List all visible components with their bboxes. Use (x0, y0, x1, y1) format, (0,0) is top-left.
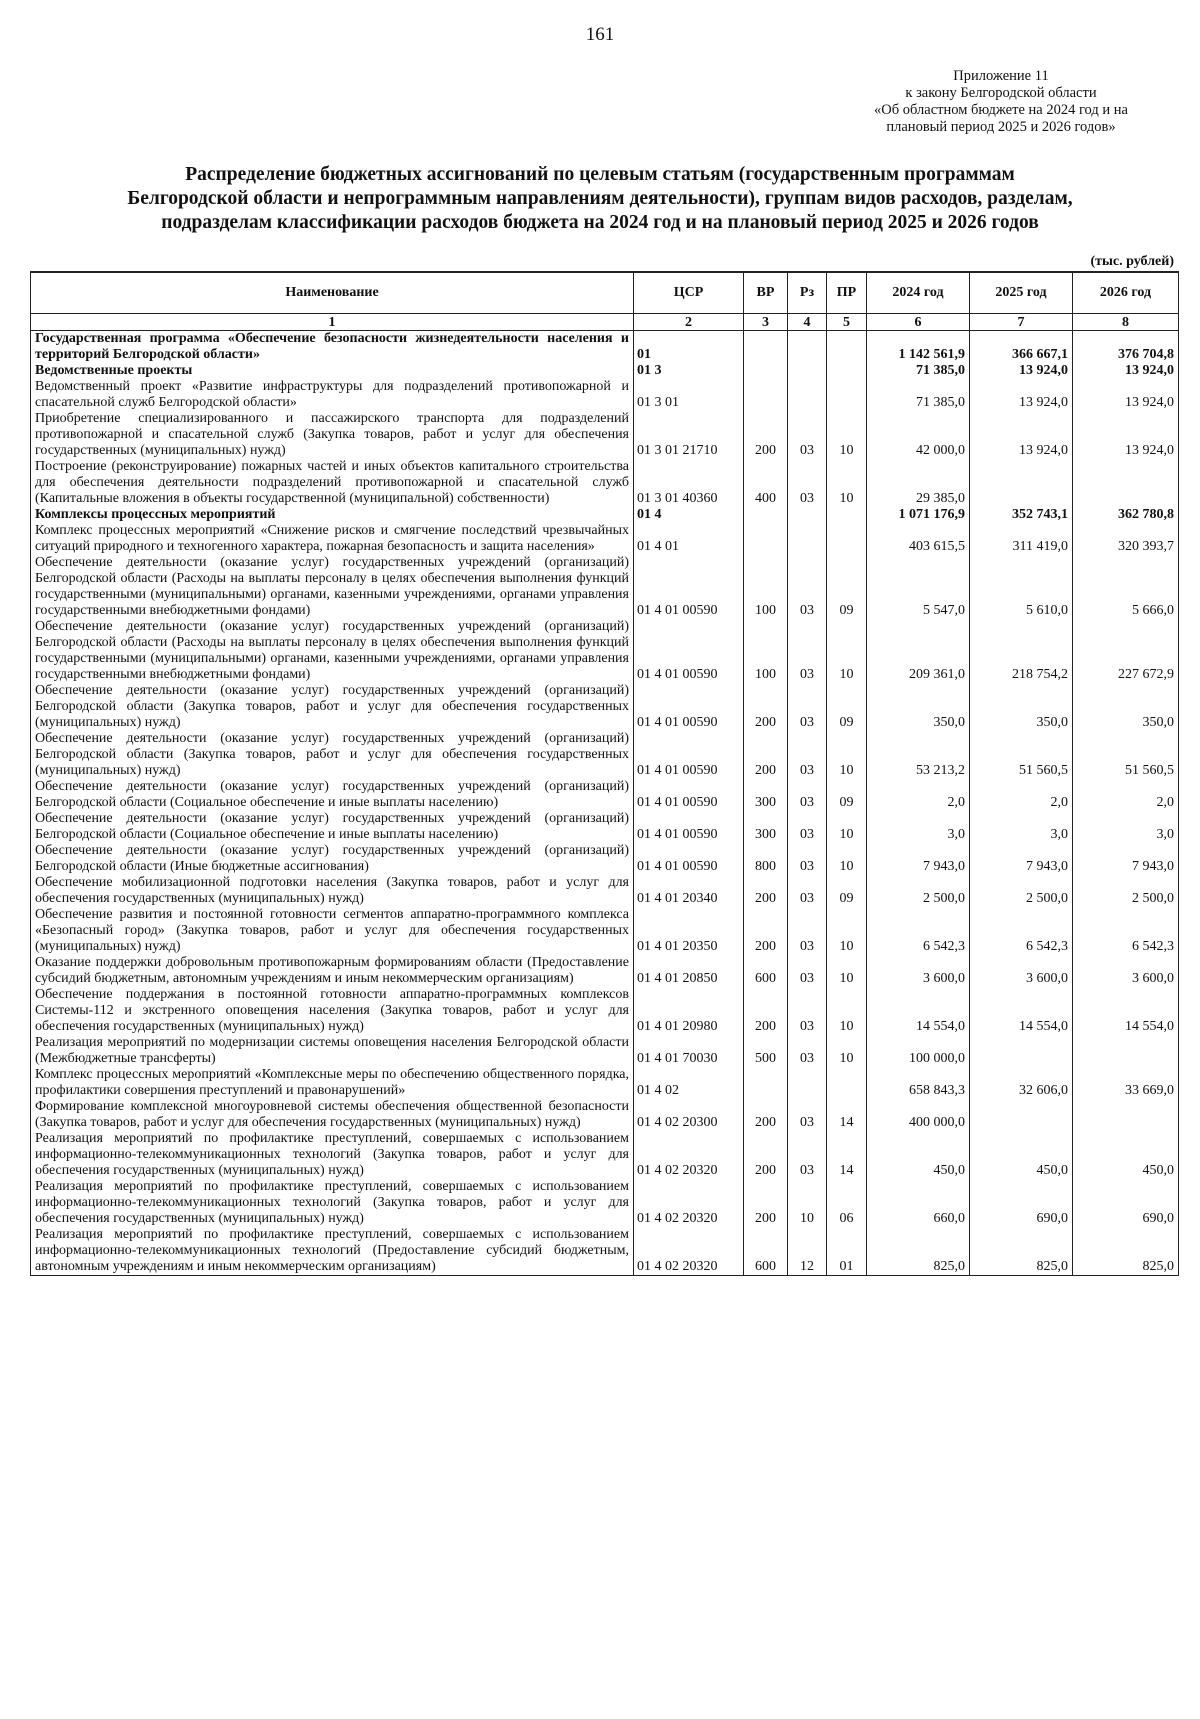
table-row (31, 1227, 1179, 1276)
cell-csr: 01 3 01 40360 (634, 459, 744, 507)
cell-name: Оказание поддержки добровольным противопожарным формированиям области (Предоставление субсидий бюджетным, автономным учреждениям и иным некоммерческим организациям) (31, 955, 634, 987)
cell-pr (827, 1067, 867, 1099)
cell-2026: 6 542,3 (1073, 907, 1179, 955)
cell-vr: 600 (744, 1227, 788, 1276)
cell-name: Построение (реконструирование) пожарных частей и иных объектов капитального строительства для обеспечения деятельности подразделений противопожарной и спасательной служб (Капитальные вложения в объекты государственной (муниципальной) собственности) (31, 459, 634, 507)
cell-rz: 03 (788, 843, 827, 875)
cell-pr: 10 (827, 459, 867, 507)
cell-2025: 218 754,2 (970, 619, 1073, 683)
cell-name: Обеспечение поддержания в постоянной готовности аппаратно-программных комплексов Системы-112 и экстренного оповещения населения (Закупка товаров, работ и услуг для обеспечения государственных (муниципальных) нужд) (31, 987, 634, 1035)
cell-2026 (1073, 1035, 1179, 1067)
cell-vr: 100 (744, 619, 788, 683)
cell-2024: 403 615,5 (867, 523, 970, 555)
cell-2025: 311 419,0 (970, 523, 1073, 555)
cell-pr: 10 (827, 987, 867, 1035)
cell-2024: 658 843,3 (867, 1067, 970, 1099)
table-row (31, 1067, 1179, 1099)
title-line: подразделам классификации расходов бюджета на 2024 год и на плановый период 2025 и 2026 годов (161, 212, 1039, 233)
cell-rz: 03 (788, 1099, 827, 1131)
cell-vr: 200 (744, 1179, 788, 1227)
cell-2026: 2 500,0 (1073, 875, 1179, 907)
cell-pr: 14 (827, 1099, 867, 1131)
cell-pr (827, 523, 867, 555)
cell-2025: 7 943,0 (970, 843, 1073, 875)
cell-pr (827, 331, 867, 364)
cell-2024: 7 943,0 (867, 843, 970, 875)
cell-pr: 10 (827, 1035, 867, 1067)
cell-vr: 600 (744, 955, 788, 987)
cell-vr (744, 379, 788, 411)
cell-csr: 01 4 01 00590 (634, 811, 744, 843)
cell-rz: 03 (788, 459, 827, 507)
cell-2025: 51 560,5 (970, 731, 1073, 779)
cell-name: Обеспечение деятельности (оказание услуг) государственных учреждений (организаций) Белгородской области (Закупка товаров, работ и услуг для обеспечения государственных (муниципальных) нужд) (31, 683, 634, 731)
cell-2026: 13 924,0 (1073, 363, 1179, 379)
cell-rz: 03 (788, 811, 827, 843)
table-body (31, 331, 1179, 1276)
cell-csr: 01 4 02 20320 (634, 1179, 744, 1227)
table-row (31, 331, 1179, 364)
cell-csr: 01 3 (634, 363, 744, 379)
cell-pr: 10 (827, 811, 867, 843)
cell-2025: 450,0 (970, 1131, 1073, 1179)
cell-2024: 71 385,0 (867, 363, 970, 379)
cell-2025: 352 743,1 (970, 507, 1073, 523)
cell-name: Формирование комплексной многоуровневой системы обеспечения общественной безопасности (Закупка товаров, работ и услуг для обеспечения государственных (муниципальных) нужд) (31, 1099, 634, 1131)
cell-vr (744, 507, 788, 523)
header-2024: 2024 год (867, 272, 970, 314)
cell-vr: 400 (744, 459, 788, 507)
cell-name: Обеспечение деятельности (оказание услуг) государственных учреждений (организаций) Белгородской области (Социальное обеспечение и иные выплаты населению) (31, 779, 634, 811)
cell-2026: 5 666,0 (1073, 555, 1179, 619)
cell-name: Комплекс процессных мероприятий «Снижение рисков и смягчение последствий чрезвычайных ситуаций природного и техногенного характера, пожарная безопасность и защита населения» (31, 523, 634, 555)
cell-2024: 100 000,0 (867, 1035, 970, 1067)
table-row (31, 363, 1179, 379)
cell-csr: 01 4 01 00590 (634, 843, 744, 875)
cell-vr (744, 1067, 788, 1099)
table-row (31, 955, 1179, 987)
cell-rz: 03 (788, 411, 827, 459)
cell-csr: 01 4 01 00590 (634, 731, 744, 779)
cell-csr: 01 4 02 20300 (634, 1099, 744, 1131)
cell-2025 (970, 459, 1073, 507)
cell-2024: 825,0 (867, 1227, 970, 1276)
cell-name: Обеспечение мобилизационной подготовки населения (Закупка товаров, работ и услуг для обеспечения государственных (муниципальных) нужд) (31, 875, 634, 907)
cell-rz (788, 1067, 827, 1099)
cell-2026: 450,0 (1073, 1131, 1179, 1179)
cell-2025: 5 610,0 (970, 555, 1073, 619)
cell-pr (827, 379, 867, 411)
title-line: Белгородской области и непрограммным направлениям деятельности), группам видов расходов, разделам, (127, 188, 1073, 209)
cell-pr: 09 (827, 683, 867, 731)
cell-2026: 51 560,5 (1073, 731, 1179, 779)
cell-pr: 10 (827, 619, 867, 683)
cell-pr: 09 (827, 779, 867, 811)
cell-pr: 10 (827, 411, 867, 459)
cell-vr (744, 363, 788, 379)
cell-2025: 350,0 (970, 683, 1073, 731)
cell-rz (788, 331, 827, 364)
cell-2026: 2,0 (1073, 779, 1179, 811)
cell-csr: 01 4 01 00590 (634, 619, 744, 683)
cell-2025: 825,0 (970, 1227, 1073, 1276)
cell-rz: 12 (788, 1227, 827, 1276)
cell-csr: 01 4 01 00590 (634, 779, 744, 811)
cell-name: Комплекс процессных мероприятий «Комплексные меры по обеспечению общественного порядка, профилактики совершения преступлений и правонарушений» (31, 1067, 634, 1099)
cell-csr: 01 4 02 20320 (634, 1227, 744, 1276)
cell-2024: 71 385,0 (867, 379, 970, 411)
cell-csr: 01 4 01 20980 (634, 987, 744, 1035)
cell-name: Ведомственный проект «Развитие инфраструктуры для подразделений противопожарной и спасательной служб Белгородской области» (31, 379, 634, 411)
cell-2024: 400 000,0 (867, 1099, 970, 1131)
cell-rz: 03 (788, 955, 827, 987)
cell-csr: 01 4 01 00590 (634, 683, 744, 731)
cell-2025 (970, 1035, 1073, 1067)
cell-2026: 362 780,8 (1073, 507, 1179, 523)
cell-vr: 200 (744, 907, 788, 955)
cell-2025: 2,0 (970, 779, 1073, 811)
column-number: 1 (31, 314, 634, 331)
cell-name: Обеспечение деятельности (оказание услуг) государственных учреждений (организаций) Белгородской области (Расходы на выплаты персоналу в целях обеспечения выполнения функций государственными (муниципальными) органами, казенными учреждениями, органами управления государственными внебюджетными фондами) (31, 555, 634, 619)
cell-vr: 300 (744, 779, 788, 811)
cell-2025: 13 924,0 (970, 411, 1073, 459)
cell-rz: 03 (788, 875, 827, 907)
header-name: Наименование (31, 272, 634, 314)
appendix-line: к закону Белгородской области (905, 85, 1097, 101)
cell-2026: 3,0 (1073, 811, 1179, 843)
cell-csr: 01 3 01 (634, 379, 744, 411)
cell-2026: 13 924,0 (1073, 379, 1179, 411)
table-row (31, 875, 1179, 907)
cell-vr (744, 523, 788, 555)
cell-2025: 6 542,3 (970, 907, 1073, 955)
cell-csr: 01 4 02 (634, 1067, 744, 1099)
cell-name: Реализация мероприятий по модернизации системы оповещения населения Белгородской области (Межбюджетные трансферты) (31, 1035, 634, 1067)
column-number: 8 (1073, 314, 1179, 331)
cell-csr: 01 4 01 20350 (634, 907, 744, 955)
column-number: 3 (744, 314, 788, 331)
cell-name: Реализация мероприятий по профилактике преступлений, совершаемых с использованием информационно-телекоммуникационных технологий (Закупка товаров, работ и услуг для обеспечения государственных (муниципальных) нужд) (31, 1131, 634, 1179)
cell-2024: 53 213,2 (867, 731, 970, 779)
cell-name: Ведомственные проекты (31, 363, 634, 379)
cell-rz (788, 363, 827, 379)
appendix-line: «Об областном бюджете на 2024 год и на (874, 102, 1128, 118)
cell-2025: 3,0 (970, 811, 1073, 843)
document-title (100, 163, 1100, 235)
cell-2025: 14 554,0 (970, 987, 1073, 1035)
cell-2024: 2 500,0 (867, 875, 970, 907)
cell-name: Государственная программа «Обеспечение безопасности жизнедеятельности населения и территорий Белгородской области» (31, 331, 634, 364)
cell-2025: 13 924,0 (970, 379, 1073, 411)
table-row (31, 379, 1179, 411)
cell-csr: 01 4 01 (634, 523, 744, 555)
cell-2026: 7 943,0 (1073, 843, 1179, 875)
cell-csr: 01 4 01 20850 (634, 955, 744, 987)
table-row (31, 507, 1179, 523)
table-row (31, 411, 1179, 459)
cell-pr: 10 (827, 843, 867, 875)
table-row (31, 459, 1179, 507)
cell-csr: 01 4 01 70030 (634, 1035, 744, 1067)
table-row (31, 523, 1179, 555)
cell-2024: 660,0 (867, 1179, 970, 1227)
cell-2024: 1 142 561,9 (867, 331, 970, 364)
cell-csr: 01 4 02 20320 (634, 1131, 744, 1179)
cell-rz (788, 379, 827, 411)
cell-vr: 800 (744, 843, 788, 875)
appendix-note (836, 68, 1166, 136)
table-row (31, 683, 1179, 731)
cell-rz: 03 (788, 1131, 827, 1179)
cell-2026: 690,0 (1073, 1179, 1179, 1227)
cell-rz: 03 (788, 683, 827, 731)
cell-2026: 227 672,9 (1073, 619, 1179, 683)
cell-rz (788, 523, 827, 555)
cell-2024: 5 547,0 (867, 555, 970, 619)
column-number: 2 (634, 314, 744, 331)
table-row (31, 619, 1179, 683)
table-row (31, 1131, 1179, 1179)
cell-2026: 350,0 (1073, 683, 1179, 731)
table-row (31, 907, 1179, 955)
cell-2024: 3 600,0 (867, 955, 970, 987)
cell-csr: 01 (634, 331, 744, 364)
cell-name: Обеспечение деятельности (оказание услуг) государственных учреждений (организаций) Белгородской области (Расходы на выплаты персоналу в целях обеспечения выполнения функций государственными (муниципальными) органами, казенными учреждениями, органами управления государственными внебюджетными фондами) (31, 619, 634, 683)
cell-vr: 200 (744, 1131, 788, 1179)
cell-pr: 09 (827, 555, 867, 619)
cell-rz: 10 (788, 1179, 827, 1227)
cell-2025: 690,0 (970, 1179, 1073, 1227)
cell-vr (744, 331, 788, 364)
cell-rz: 03 (788, 731, 827, 779)
cell-2026 (1073, 459, 1179, 507)
table-row (31, 1035, 1179, 1067)
cell-csr: 01 4 (634, 507, 744, 523)
cell-name: Реализация мероприятий по профилактике преступлений, совершаемых с использованием информационно-телекоммуникационных технологий (Закупка товаров, работ и услуг для обеспечения государственных (муниципальных) нужд) (31, 1179, 634, 1227)
cell-rz: 03 (788, 555, 827, 619)
cell-pr: 09 (827, 875, 867, 907)
cell-rz: 03 (788, 987, 827, 1035)
cell-rz: 03 (788, 1035, 827, 1067)
cell-2024: 350,0 (867, 683, 970, 731)
table-row (31, 1179, 1179, 1227)
cell-name: Обеспечение развития и постоянной готовности сегментов аппаратно-программного комплекса «Безопасный город» (Закупка товаров, работ и услуг для обеспечения государственных (муниципальных) нужд) (31, 907, 634, 955)
cell-2026: 3 600,0 (1073, 955, 1179, 987)
cell-pr: 10 (827, 731, 867, 779)
cell-csr: 01 4 01 00590 (634, 555, 744, 619)
cell-vr: 200 (744, 683, 788, 731)
cell-2026: 320 393,7 (1073, 523, 1179, 555)
table-row (31, 843, 1179, 875)
cell-csr: 01 4 01 20340 (634, 875, 744, 907)
cell-pr: 01 (827, 1227, 867, 1276)
cell-2024: 1 071 176,9 (867, 507, 970, 523)
cell-2024: 14 554,0 (867, 987, 970, 1035)
cell-pr: 14 (827, 1131, 867, 1179)
column-number: 6 (867, 314, 970, 331)
cell-2026: 14 554,0 (1073, 987, 1179, 1035)
table-row (31, 1099, 1179, 1131)
cell-2026 (1073, 1099, 1179, 1131)
cell-2026: 376 704,8 (1073, 331, 1179, 364)
table-header-row (31, 272, 1179, 314)
appendix-line: Приложение 11 (953, 68, 1049, 84)
cell-2024: 2,0 (867, 779, 970, 811)
cell-vr: 200 (744, 875, 788, 907)
cell-name: Комплексы процессных мероприятий (31, 507, 634, 523)
column-number: 7 (970, 314, 1073, 331)
cell-2025 (970, 1099, 1073, 1131)
cell-name: Обеспечение деятельности (оказание услуг) государственных учреждений (организаций) Белгородской области (Закупка товаров, работ и услуг для обеспечения государственных (муниципальных) нужд) (31, 731, 634, 779)
header-2026: 2026 год (1073, 272, 1179, 314)
cell-2024: 42 000,0 (867, 411, 970, 459)
cell-2026: 825,0 (1073, 1227, 1179, 1276)
cell-pr: 10 (827, 955, 867, 987)
column-number: 4 (788, 314, 827, 331)
header-vr: ВР (744, 272, 788, 314)
title-line: Распределение бюджетных ассигнований по целевым статьям (государственным программам (185, 164, 1015, 185)
appendix-line: плановый период 2025 и 2026 годов» (886, 119, 1116, 135)
cell-2024: 29 385,0 (867, 459, 970, 507)
cell-pr: 06 (827, 1179, 867, 1227)
cell-2026: 13 924,0 (1073, 411, 1179, 459)
cell-vr: 500 (744, 1035, 788, 1067)
cell-vr: 200 (744, 1099, 788, 1131)
cell-vr: 200 (744, 411, 788, 459)
header-csr: ЦСР (634, 272, 744, 314)
cell-2025: 3 600,0 (970, 955, 1073, 987)
cell-2026: 33 669,0 (1073, 1067, 1179, 1099)
units-label: (тыс. рублей) (1090, 254, 1174, 269)
cell-rz: 03 (788, 779, 827, 811)
cell-rz: 03 (788, 907, 827, 955)
table-row (31, 811, 1179, 843)
table-row (31, 779, 1179, 811)
cell-vr: 200 (744, 731, 788, 779)
cell-2024: 450,0 (867, 1131, 970, 1179)
header-pr: ПР (827, 272, 867, 314)
cell-2025: 2 500,0 (970, 875, 1073, 907)
cell-2024: 3,0 (867, 811, 970, 843)
table-row (31, 555, 1179, 619)
page-number: 161 (585, 24, 615, 45)
header-rz: Рз (788, 272, 827, 314)
cell-name: Реализация мероприятий по профилактике преступлений, совершаемых с использованием информационно-телекоммуникационных технологий (Предоставление субсидий бюджетным, автономным учреждениям и иным некоммерческим организациям) (31, 1227, 634, 1276)
cell-csr: 01 3 01 21710 (634, 411, 744, 459)
table-row (31, 731, 1179, 779)
cell-pr (827, 507, 867, 523)
cell-pr: 10 (827, 907, 867, 955)
column-number-row (31, 314, 1179, 331)
cell-rz: 03 (788, 619, 827, 683)
cell-2025: 32 606,0 (970, 1067, 1073, 1099)
cell-2025: 366 667,1 (970, 331, 1073, 364)
cell-2025: 13 924,0 (970, 363, 1073, 379)
cell-vr: 200 (744, 987, 788, 1035)
column-number: 5 (827, 314, 867, 331)
cell-name: Обеспечение деятельности (оказание услуг) государственных учреждений (организаций) Белгородской области (Иные бюджетные ассигнования) (31, 843, 634, 875)
cell-rz (788, 507, 827, 523)
cell-vr: 300 (744, 811, 788, 843)
cell-name: Приобретение специализированного и пассажирского транспорта для подразделений противопожарной и спасательной служб (Закупка товаров, работ и услуг для обеспечения государственных (муниципальных) нужд) (31, 411, 634, 459)
cell-name: Обеспечение деятельности (оказание услуг) государственных учреждений (организаций) Белгородской области (Социальное обеспечение и иные выплаты населению) (31, 811, 634, 843)
cell-vr: 100 (744, 555, 788, 619)
cell-2024: 209 361,0 (867, 619, 970, 683)
cell-2024: 6 542,3 (867, 907, 970, 955)
header-2025: 2025 год (970, 272, 1073, 314)
cell-pr (827, 363, 867, 379)
budget-table (30, 271, 1179, 1276)
table-row (31, 987, 1179, 1035)
